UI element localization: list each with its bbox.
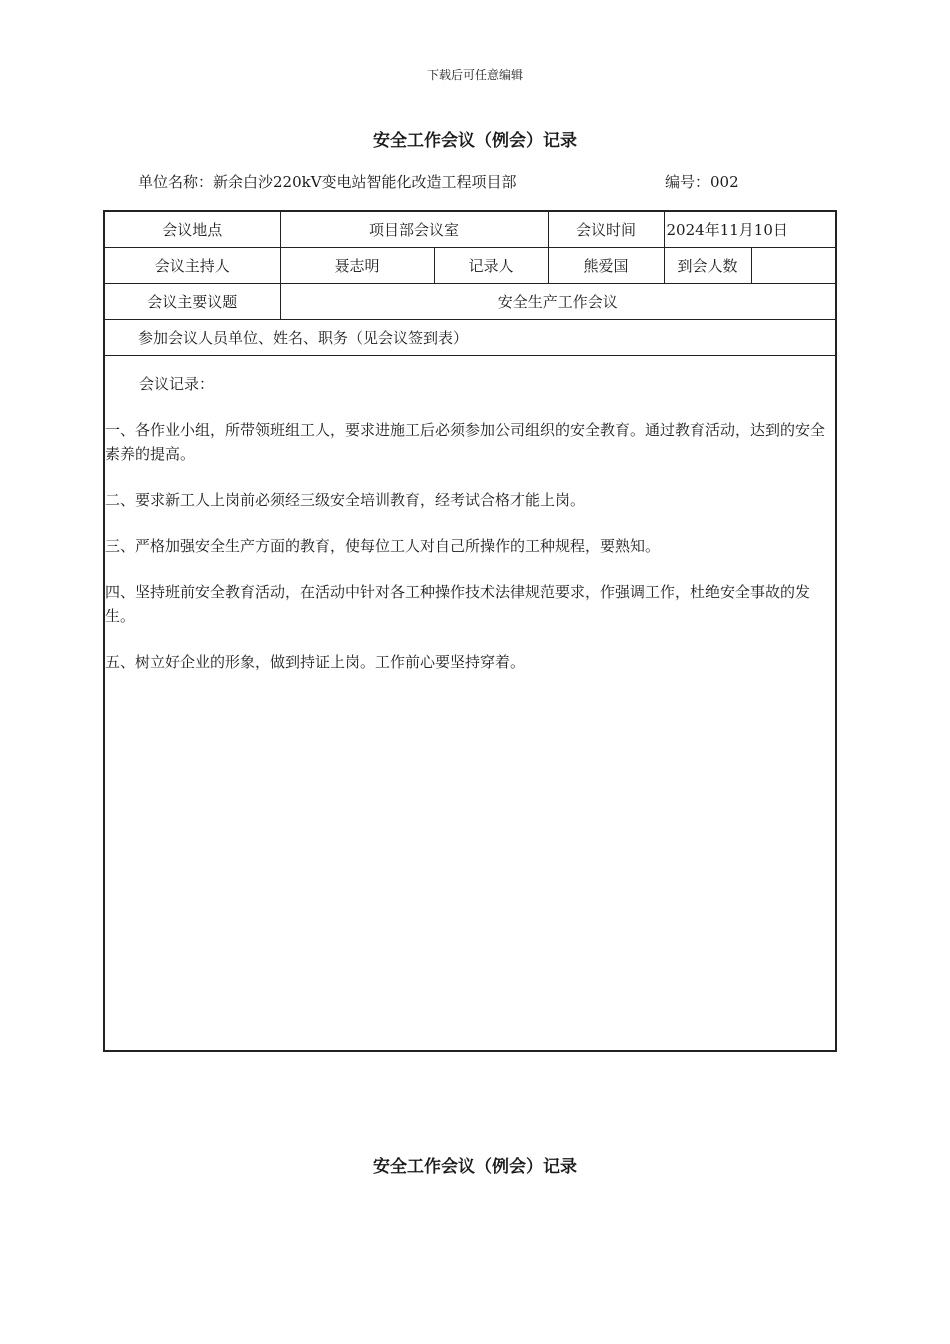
table-row: [104, 320, 836, 356]
meeting-record-table: [103, 210, 837, 1052]
host-value: 聂志明: [280, 248, 434, 284]
minutes-section: [104, 356, 836, 1052]
host-label: 会议主持人: [104, 248, 280, 284]
second-page-title: 安全工作会议（例会）记录: [373, 1157, 577, 1177]
location-value: 项目部会议室: [280, 211, 548, 248]
topic-value: 安全生产工作会议: [280, 284, 836, 320]
recorder-label: 记录人: [434, 248, 548, 284]
document-number: 编号：002: [665, 173, 739, 191]
topic-label: 会议主要议题: [104, 284, 280, 320]
minutes-item: 一、各作业小组，所带领班组工人，要求进施工后必须参加公司组织的安全教育。通过教育活动，达到的安全素养的提高。: [105, 421, 826, 463]
time-label: 会议时间: [548, 211, 664, 248]
table-row: [104, 248, 836, 284]
time-value: 2024年11月10日: [664, 211, 836, 248]
minutes-item: 二、要求新工人上岗前必须经三级安全培训教育，经考试合格才能上岗。: [105, 491, 586, 509]
recorder-value: 熊爱国: [548, 248, 664, 284]
document-title: 安全工作会议（例会）记录: [373, 131, 577, 151]
meta-row: [138, 171, 758, 193]
location-label: 会议地点: [104, 211, 280, 248]
minutes-item: 五、树立好企业的形象，做到持证上岗。工作前心要坚持穿着。: [105, 653, 526, 671]
table-row: [104, 356, 836, 1052]
attendance-value: [751, 248, 836, 284]
minutes-item: 四、坚持班前安全教育活动，在活动中针对各工种操作技术法律规范要求，作强调工作，杜绝安全事故的发生。: [105, 583, 811, 625]
minutes-label: 会议记录：: [139, 375, 215, 393]
download-note: 下载后可任意编辑: [426, 68, 523, 82]
attendance-label: 到会人数: [664, 248, 751, 284]
table-row: [104, 284, 836, 320]
table-row: [104, 211, 836, 248]
attendees-note: 参加会议人员单位、姓名、职务（见会议签到表）: [104, 320, 836, 356]
minutes-item: 三、严格加强安全生产方面的教育，使每位工人对自己所操作的工种规程，要熟知。: [105, 537, 661, 555]
unit-name: 单位名称：新余白沙220kV变电站智能化改造工程项目部: [138, 173, 517, 191]
